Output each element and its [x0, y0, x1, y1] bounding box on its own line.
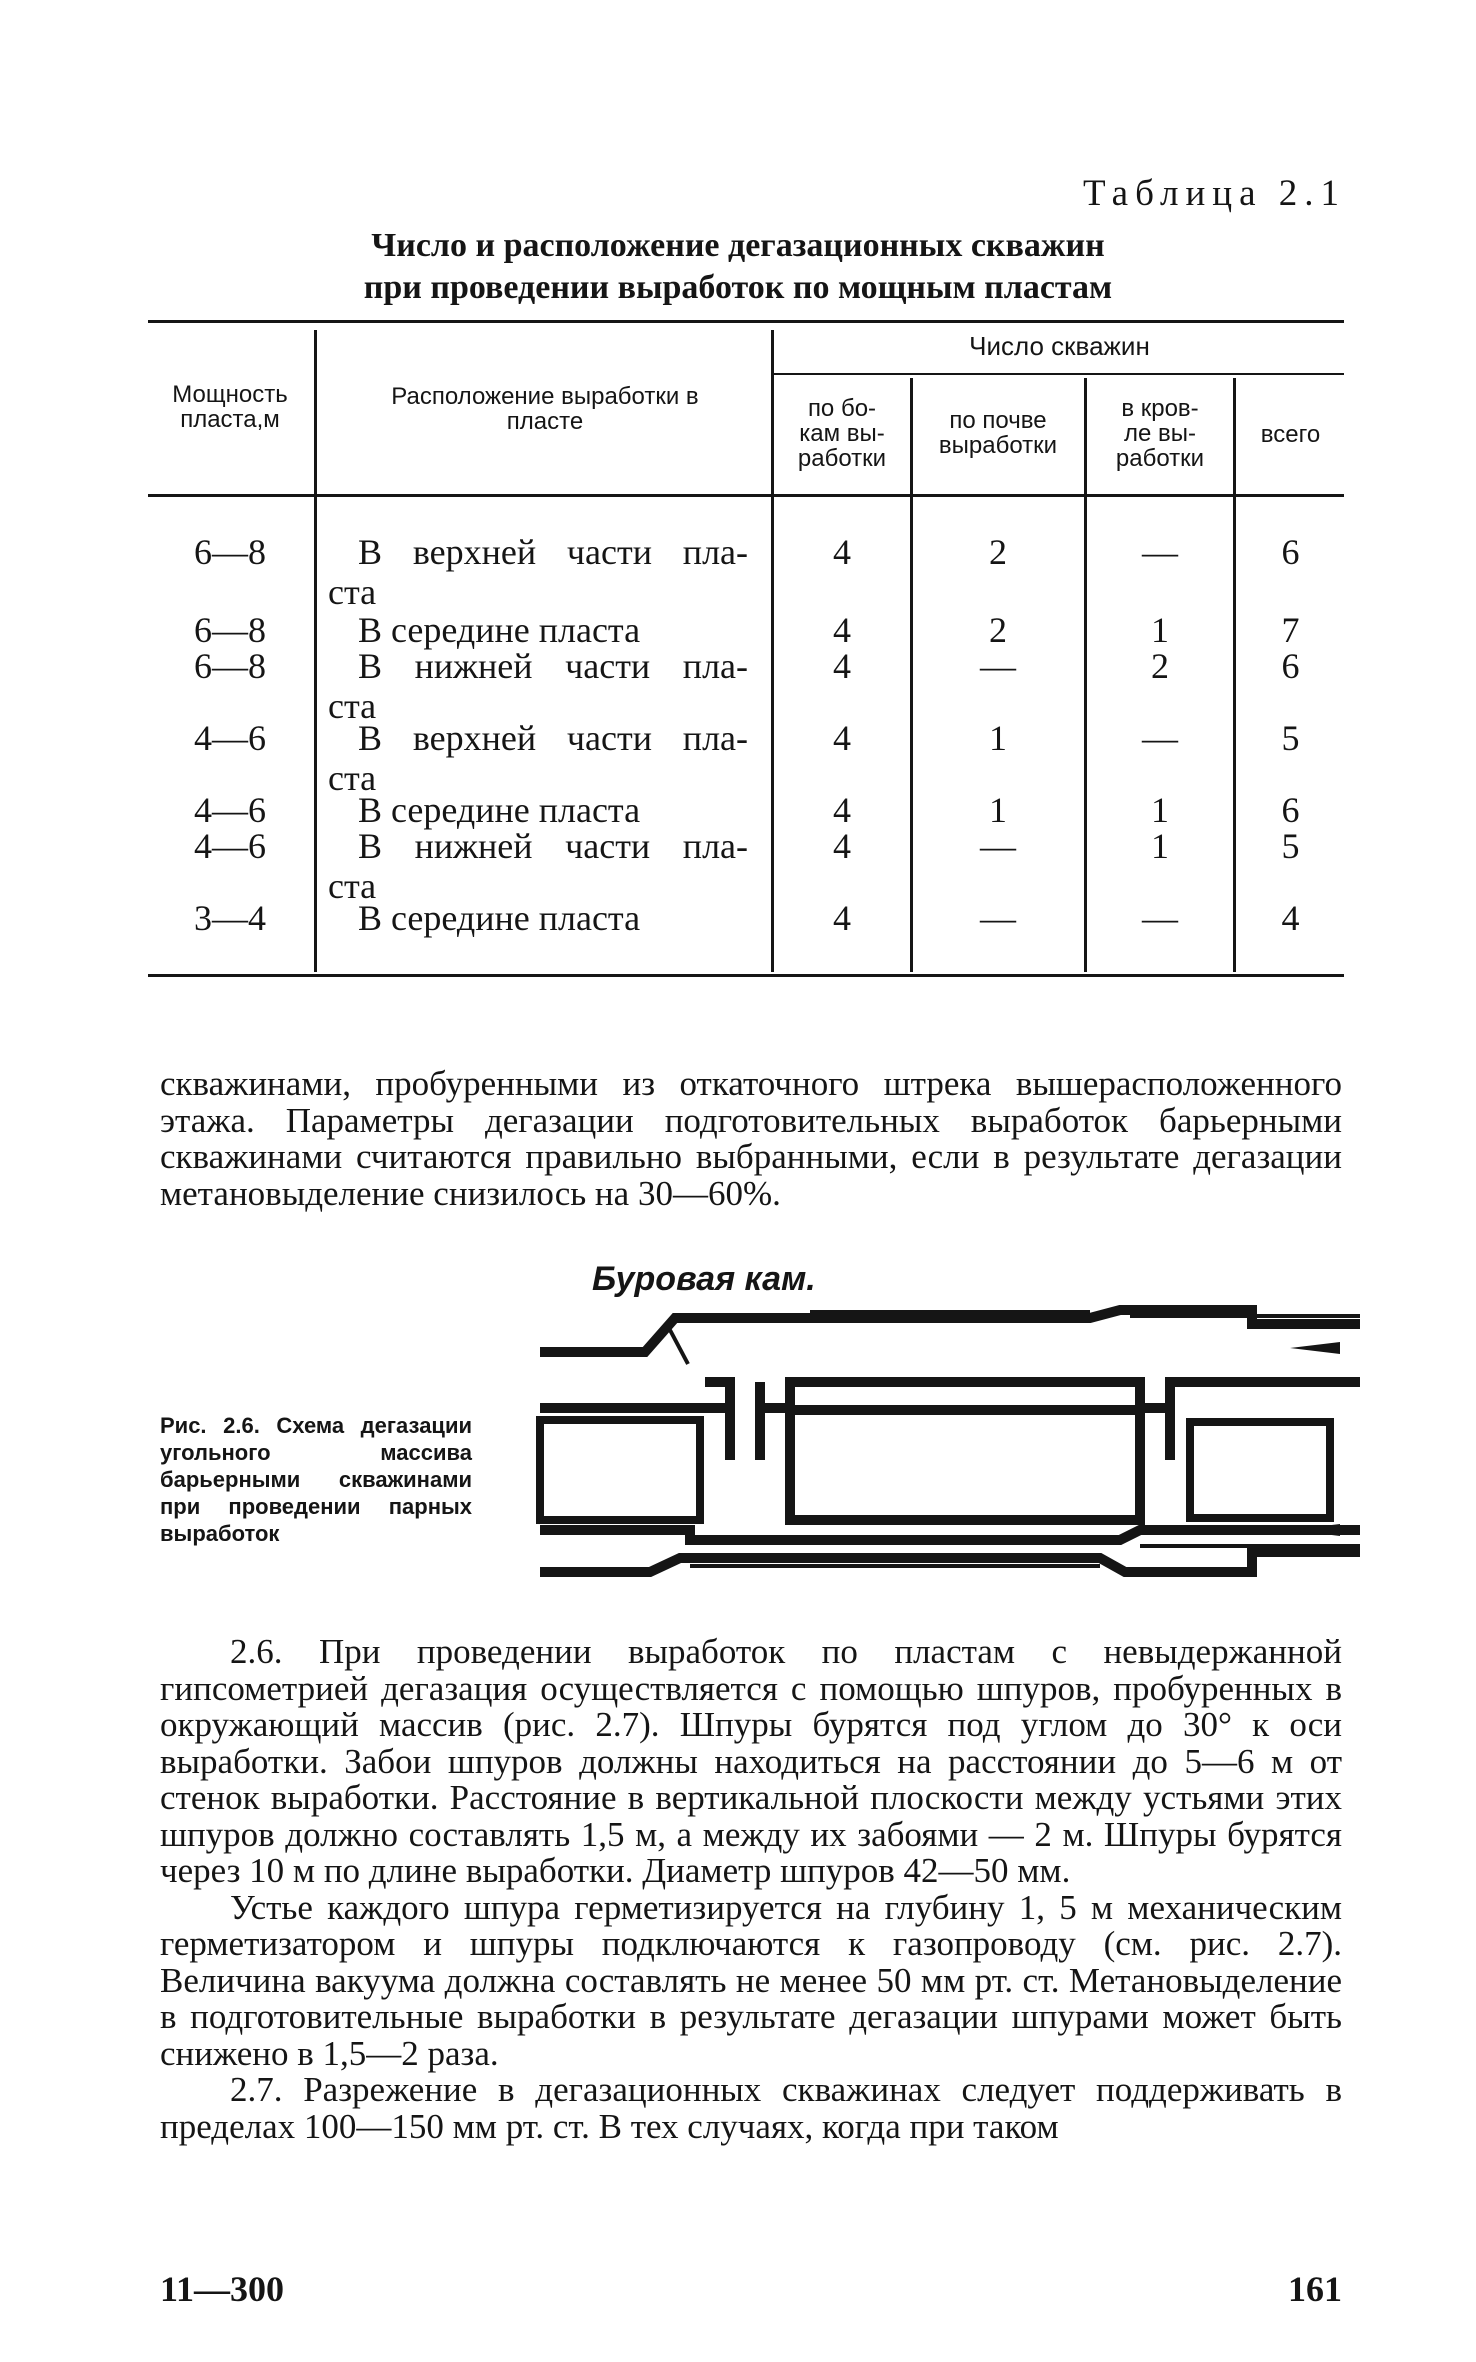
- cell-location-line: ста: [328, 866, 377, 906]
- header-sides: [775, 396, 909, 471]
- lower-drift-top-wall: [540, 1530, 1360, 1540]
- header-wells-group: Число скважин: [969, 331, 1150, 361]
- cell-roof: 1: [1151, 826, 1169, 866]
- header-thickness: [150, 382, 310, 432]
- cell-floor: —: [980, 898, 1016, 938]
- cell-thickness: 6—8: [194, 532, 266, 572]
- coal-pillar: [790, 1410, 1140, 1520]
- cell-floor: —: [980, 826, 1016, 866]
- cell-total: 5: [1281, 718, 1300, 758]
- cell-location: [328, 646, 748, 726]
- header-floor-line: по почве: [949, 407, 1047, 434]
- upper-drift-bottom-wall: [760, 1382, 1360, 1408]
- text-continuation: [160, 1066, 1342, 1212]
- figure-label-drill-chamber: Буровая кам.: [592, 1260, 816, 1298]
- crosscut-walls: [730, 1408, 1170, 1460]
- cell-thickness: 4—6: [194, 826, 266, 866]
- cell-location: [328, 532, 748, 612]
- signature-mark: 11—300: [160, 2269, 285, 2309]
- main-text: [160, 1634, 1342, 2145]
- cell-total: 4: [1281, 898, 1300, 938]
- header-sides-line: кам вы-: [799, 420, 885, 447]
- cell-total: 6: [1281, 646, 1300, 686]
- upper-drift-inner-wall: [540, 1382, 730, 1408]
- table-header-rule: [148, 494, 1344, 497]
- cell-sides: 4: [833, 646, 851, 686]
- cell-roof: 1: [1151, 610, 1169, 650]
- cell-location-line: В нижней части пла-: [358, 826, 748, 866]
- table-col-divider-3: [910, 378, 913, 972]
- drill-chamber-mark: [670, 1330, 688, 1364]
- cell-thickness: 6—8: [194, 646, 266, 686]
- cell-location: [328, 718, 748, 798]
- header-sides-line: работки: [797, 445, 887, 472]
- header-roof-line: ле вы-: [1123, 420, 1196, 447]
- figure-caption: Рис. 2.6. Схема дегазации угольного массива барьерными скважинами при проведении парных выработок: [160, 1413, 472, 1546]
- table-number: Таблица 2.1: [1083, 173, 1346, 214]
- arrow-right-icon: [1290, 1342, 1340, 1354]
- cell-location-line: ста: [328, 572, 377, 612]
- header-total: всего: [1260, 421, 1321, 448]
- cell-sides: 4: [833, 718, 851, 758]
- cell-floor: 2: [989, 532, 1007, 572]
- header-location: [325, 384, 765, 434]
- header-roof-line: в кров-: [1121, 395, 1199, 422]
- page-number: 161: [1288, 2269, 1342, 2309]
- header-thickness-line: Мощность: [172, 381, 288, 408]
- table-col-divider-4: [1084, 378, 1087, 972]
- cell-total: 5: [1281, 826, 1300, 866]
- cell-location-line: В середине пласта: [358, 610, 641, 650]
- cell-floor: —: [980, 646, 1016, 686]
- cell-sides: 4: [833, 898, 851, 938]
- table-group-rule: [773, 373, 1344, 375]
- left-pillar: [540, 1420, 700, 1520]
- right-pillar: [1190, 1422, 1330, 1518]
- table-col-divider-5: [1233, 378, 1236, 972]
- cell-sides: 4: [833, 610, 851, 650]
- cell-location-line: В верхней части пла-: [358, 532, 748, 572]
- header-location-line: Расположение выработки в: [391, 383, 699, 410]
- cell-location: [358, 610, 758, 650]
- cell-sides: 4: [833, 826, 851, 866]
- cell-floor: 1: [989, 790, 1007, 830]
- paragraph: 2.7. Разрежение в дегазационных скважинах следует поддерживать в пределах 100—150 мм рт. ст. В тех случаях, когда при таком: [160, 2070, 1342, 2146]
- header-roof-line: работки: [1115, 445, 1205, 472]
- paragraph: 2.6. При проведении выработок по пластам с невыдержанной гипсометрией дегазация осуществляется с помощью шпуров, пробуренных в окружающий массив (рис. 2.7). Шпуры бурятся под углом до 30° к оси выработки. Забои шпуров должны находиться на расстоянии до 5—6 м от стенок выработки. Расстояние в вертикальной плоскости между устьями этих шпуров должно составлять 1,5 м, а между их забоями — 2 м. Шпуры бурятся через 10 м по длине выработки. Диаметр шпуров 42—50 мм.: [160, 1632, 1342, 1890]
- cell-location: [358, 898, 758, 938]
- cell-thickness: 3—4: [194, 898, 266, 938]
- header-floor: [914, 408, 1082, 458]
- cell-location-line: В середине пласта: [358, 898, 641, 938]
- cell-location-line: В середине пласта: [358, 790, 641, 830]
- cell-thickness: 4—6: [194, 718, 266, 758]
- table-bottom-rule: [148, 974, 1344, 977]
- cell-total: 6: [1281, 532, 1300, 572]
- table-col-divider-1: [314, 330, 317, 972]
- table-caption-line-1: Число и расположение дегазационных скважин: [371, 227, 1105, 264]
- header-roof: [1088, 396, 1232, 471]
- lower-drift-bottom-wall: [540, 1552, 1360, 1572]
- table-top-rule: [148, 320, 1344, 323]
- figure-diagram: [500, 1290, 1370, 1580]
- cell-thickness: 6—8: [194, 610, 266, 650]
- cell-roof: 2: [1151, 646, 1169, 686]
- cell-location-line: ста: [328, 686, 377, 726]
- cell-location: [358, 790, 758, 830]
- paragraph: скважинами, пробуренными из откаточного штрека вышерасположенного этажа. Параметры дегазации подготовительных выработок барьерными скважинами считаются правильно выбранными, если в результате дегазации метановыделение снизилось на 30—60%.: [160, 1064, 1342, 1213]
- table-caption-line-2: при проведении выработок по мощным пластам: [363, 269, 1113, 306]
- cell-roof: 1: [1151, 790, 1169, 830]
- cell-location: [328, 826, 748, 906]
- paragraph: Устье каждого шпура герметизируется на глубину 1, 5 м механическим герметизатором и шпуры подключаются к газопроводу (см. рис. 2.7). Величина вакуума должна составлять не менее 50 мм рт. ст. Метановыделение в подготовительные выработки в результате дегазации шпурами может быть снижено в 1,5—2 раза.: [160, 1887, 1342, 2073]
- table-col-divider-2: [771, 330, 774, 972]
- cell-thickness: 4—6: [194, 790, 266, 830]
- cell-sides: 4: [833, 532, 851, 572]
- cell-total: 7: [1281, 610, 1300, 650]
- cell-sides: 4: [833, 790, 851, 830]
- cell-floor: 2: [989, 610, 1007, 650]
- cell-roof: —: [1142, 532, 1178, 572]
- cell-floor: 1: [989, 718, 1007, 758]
- cell-location-line: В верхней части пла-: [358, 718, 748, 758]
- cell-location-line: ста: [328, 758, 377, 798]
- cell-roof: —: [1142, 718, 1178, 758]
- header-sides-line: по бо-: [807, 395, 877, 422]
- header-location-line: пласте: [506, 408, 584, 435]
- header-floor-line: выработки: [938, 432, 1058, 459]
- cell-location-line: В нижней части пла-: [358, 646, 748, 686]
- cell-roof: —: [1142, 898, 1178, 938]
- cell-total: 6: [1281, 790, 1300, 830]
- header-thickness-line: пласта,м: [180, 406, 280, 433]
